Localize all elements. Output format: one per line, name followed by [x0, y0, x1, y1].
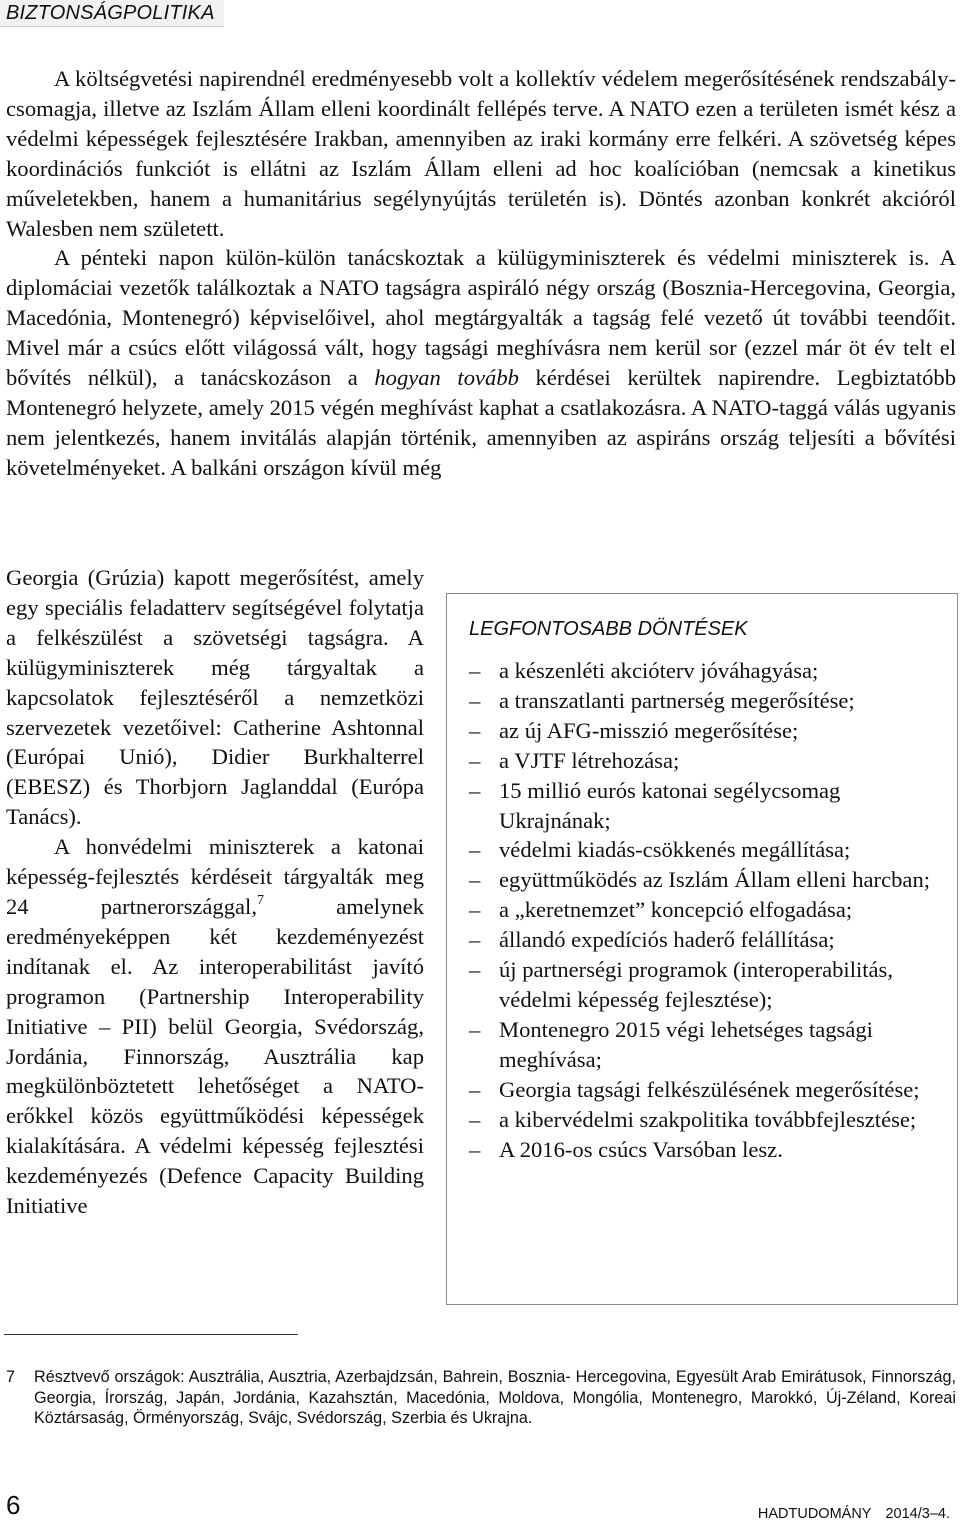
journal-info — [758, 1505, 950, 1523]
decision-item: – védelmi kiadás-csökkenés megállítása; — [469, 835, 939, 865]
paragraph-1: A költségvetési napirendnél eredményesebb volt a kollektív védelem megerősítésének rendszabály-csomagja, illetve az Iszlám Állam elleni koordinált fellépés terve. A NATO ezen a területen ismét kész a védelmi képességek fejlesztésére Irakban, amennyiben az iraki kormány erre felkéri. A szövetség képes koordinációs funkciót is ellátni az Iszlám Állam elleni ad hoc koalícióban (nemcsak a kinetikus műveletekben, hanem a humanitárius segélynyújtás területén is). Döntés azonban konkrét akcióról Walesben nem született. — [6, 66, 956, 241]
paragraph-3-part-a: A honvédelmi miniszterek a katonai képesség-fejlesztés kérdéseit tárgyalták meg 24 partnerországgal, — [6, 834, 424, 919]
paragraph-2-part-a: A pénteki napon külön-külön tanácskoztak a külügyminiszterek és védelmi miniszterek is. A diplomáciai vezetők találkoztak a NATO tagságra aspiráló négy ország (Bosznia-Hercegovina, Georgia, Macedónia, Montenegró) képviselőivel, ahol megtárgyalták a tagság felé vezető út további teendőit. Mivel már a csúcs előtt világossá vált, hogy tagsági meghívásra nem kerül sor (ezzel már öt év telt el bővítés nélkül), a tanácskozáson a — [6, 245, 956, 391]
decision-item: – az új AFG-misszió megerősítése; — [469, 716, 939, 746]
footnote-ref[interactable]: 7 — [256, 892, 264, 908]
footnote-divider — [4, 1334, 298, 1335]
article-body-left-column — [6, 563, 424, 1221]
decision-item: – a kibervédelmi szakpolitika továbbfejlesztése; — [469, 1105, 939, 1135]
page-number: 6 — [6, 1490, 21, 1520]
decision-item: – a „keretnemzet” koncepció elfogadása; — [469, 895, 939, 925]
paragraph-3-part-b: amelynek eredményeképpen két kezdeményezést indítanak el. Az interoperabilitást javító programon (Partnership Interoperability Initiative – PII) belül Georgia, Svédország, Jordánia, Finnország, Ausztrália kap megkülönböztetett lehetőséget a NATO-erőkkel közös együttműködési képességek kialakítására. A védelmi képesség fejlesztési kezdeményezés (Defence Capacity Building Initiative — [6, 893, 424, 1219]
key-decisions-box — [446, 593, 958, 1305]
key-decisions-title: LEGFONTOSABB DÖNTÉSEK — [469, 618, 748, 640]
article-body-top — [6, 64, 956, 483]
decision-item: – a készenléti akcióterv jóváhagyása; — [469, 656, 939, 686]
footnote-number: 7 — [6, 1368, 16, 1386]
paragraph-2-part-b: kérdései kerültek napirendre. Legbiztatóbb Montenegró helyzete, amely 2015 végén meghívást kaphat a csatlakozásra. A NATO-taggá válás ugyanis nem jelentkezés, hanem invitálás alapján történik, amennyiben az aspiráns ország teljesíti a bővítési követelményeket. A balkáni országon kívül még — [6, 365, 956, 480]
decision-item: – 15 millió eurós katonai segélycsomag Ukrajnának; — [469, 776, 939, 836]
paragraph-2-italic: hogyan tovább — [374, 365, 519, 391]
journal-title: HADTUDOMÁNY — [757, 1506, 872, 1522]
decision-item: – a VJTF létrehozása; — [469, 746, 939, 776]
paragraph-2-continued: Georgia (Grúzia) kapott megerősítést, amely egy speciális feladatterv segítségével folytatja a felkészülést a szövetségi tagságra. A külügyminiszterek még tárgyaltak a kapcsolatok fejlesztéséről a nemzetközi szervezetek vezetőivel: Catherine Ashtonnal (Európai Unió), Didier Burkhalterrel (EBESZ) és Thorbjorn Jaglanddal (Európa Tanács). — [6, 565, 424, 830]
footnote — [6, 1367, 956, 1429]
decision-item: – együttműködés az Iszlám Állam elleni harcban; — [469, 865, 939, 895]
journal-issue: 2014/3–4. — [885, 1506, 950, 1522]
key-decisions-list — [469, 656, 939, 1164]
decision-item: – a transzatlanti partnerség megerősítése; — [469, 686, 939, 716]
decision-item: – állandó expedíciós haderő felállítása; — [469, 925, 939, 955]
decision-item: – új partnerségi programok (interoperabilitás, védelmi képesség fejlesztése); — [469, 955, 939, 1015]
decision-item: – Georgia tagsági felkészülésének megerősítése; — [469, 1075, 939, 1105]
section-label: BIZTONSÁGPOLITIKA — [0, 0, 224, 27]
paragraph-3 — [6, 832, 424, 1221]
footnote-text: Résztvevő országok: Ausztrália, Ausztria, Azerbajdzsán, Bahrein, Bosznia- Hercegovina, Egyesült Arab Emirátusok, Finnország, Georgia, Írország, Japán, Jordánia, Kazahsztán, Macedónia, Moldova, Mongólia, Montenegro, Marokkó, Új-Zéland, Koreai Köztársaság, Örményország, Svájc, Svédország, Szerbia és Ukrajna. — [34, 1368, 956, 1428]
decision-item: – A 2016-os csúcs Varsóban lesz. — [469, 1135, 939, 1165]
paragraph-2 — [6, 243, 956, 482]
decision-item: – Montenegro 2015 végi lehetséges tagsági meghívása; — [469, 1015, 939, 1075]
